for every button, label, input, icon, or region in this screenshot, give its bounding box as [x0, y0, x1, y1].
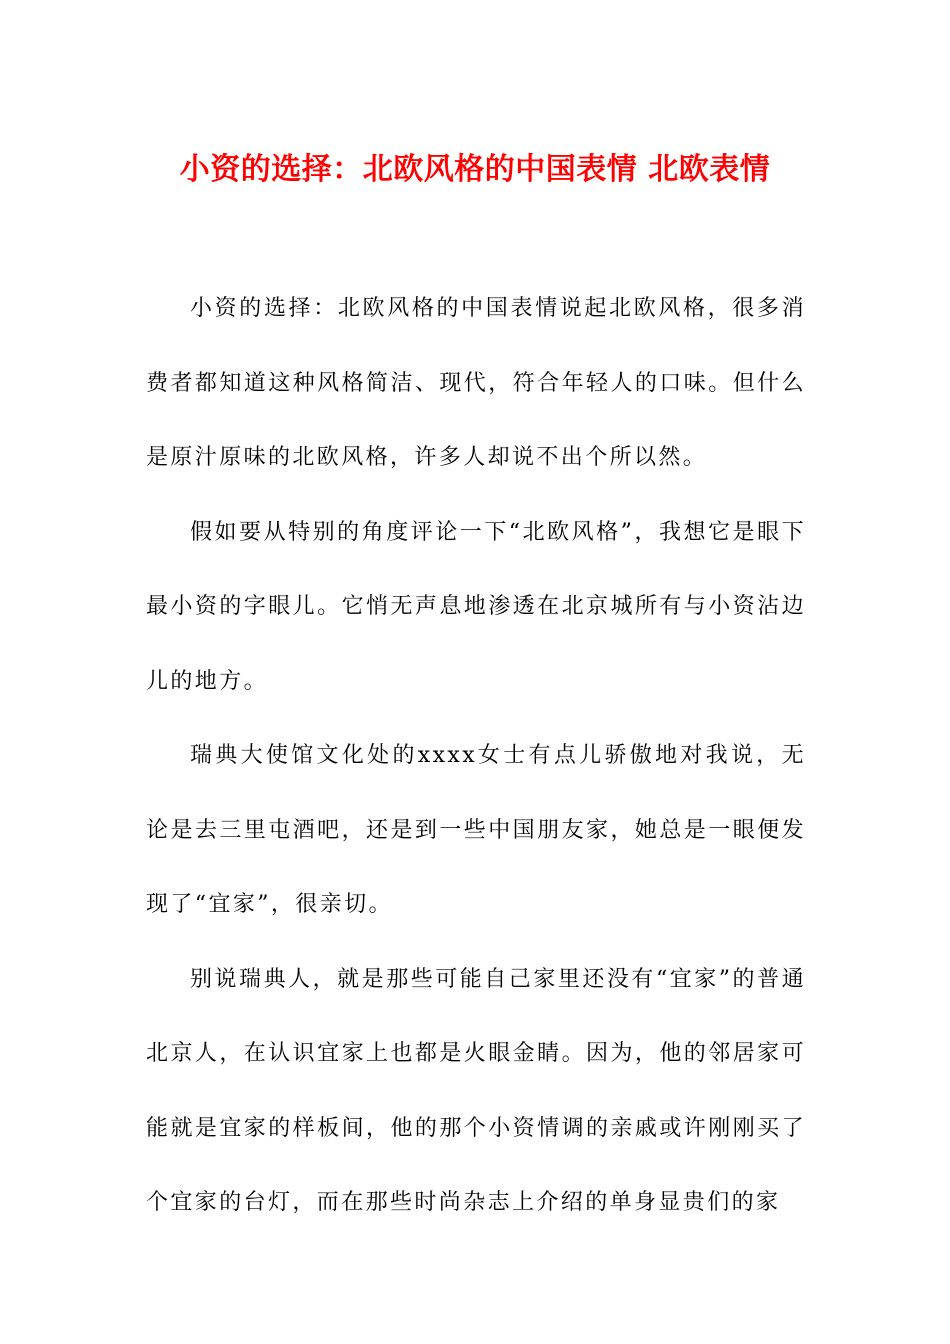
document-body: [146, 272, 806, 1241]
document-title: 小资的选择：北欧风格的中国表情 北欧表情: [179, 152, 771, 187]
paragraph-1: 小资的选择：北欧风格的中国表情说起北欧风格，很多消费者都知道这种风格简洁、现代，符合年轻人的口味。但什么是原汁原味的北欧风格，许多人却说不出个所以然。: [146, 296, 806, 470]
paragraph-2: 假如要从特别的角度评论一下“北欧风格”，我想它是眼下最小资的字眼儿。它悄无声息地渗透在北京城所有与小资沾边儿的地方。: [146, 519, 806, 694]
paragraph-4: 别说瑞典人，就是那些可能自己家里还没有“宜家”的普通北京人，在认识宜家上也都是火眼金睛。因为，他的邻居家可能就是宜家的样板间，他的那个小资情调的亲戚或许刚刚买了个宜家的台灯，而在那些时尚杂志上介绍的单身显贵们的家: [146, 966, 806, 1215]
paragraph-3: 瑞典大使馆文化处的xxxx女士有点儿骄傲地对我说，无论是去三里屯酒吧，还是到一些中国朋友家，她总是一眼便发现了“宜家”，很亲切。: [146, 743, 806, 917]
